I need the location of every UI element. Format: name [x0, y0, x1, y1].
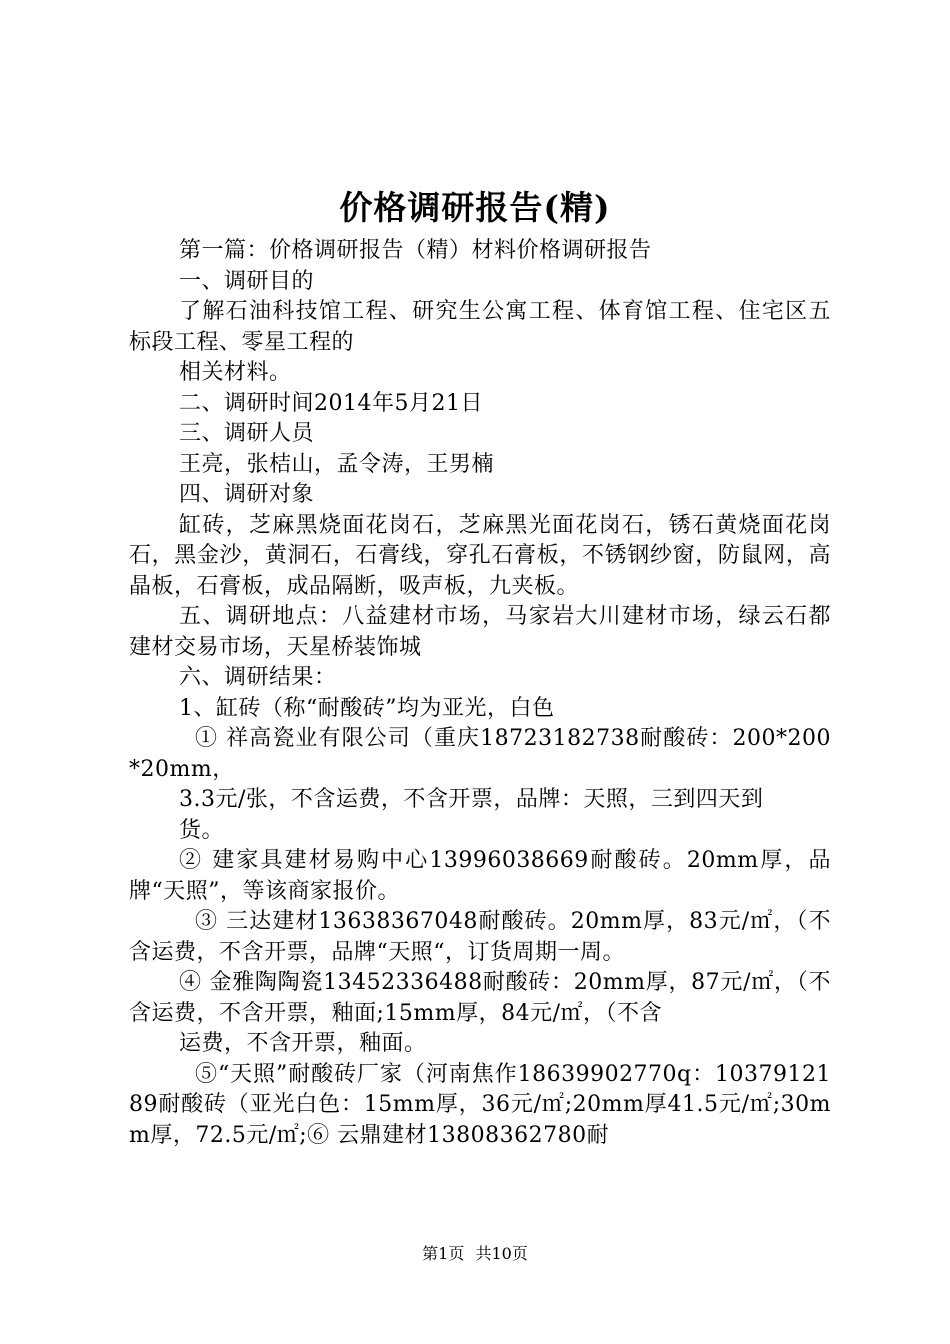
- paragraph-subtitle: 第一篇：价格调研报告（精）材料价格调研报告: [179, 238, 652, 263]
- paragraph-supplier-3: ③ 三达建材13638367048耐酸砖。20mm厚，83元/㎡，（不含运费，不含开票，品牌“天照“，订货周期一周。: [129, 909, 831, 965]
- paragraph-supplier-5: ⑤“天照”耐酸砖厂家（河南焦作18639902770q：1037912189耐酸砖（亚光白色：15mm厚，36元/㎡;20mm厚41.5元/㎡;30mm厚，72.5元/㎡;⑥ 云鼎建材13808362780耐: [129, 1061, 831, 1148]
- paragraph-supplier-4-cont: 运费，不含开票，釉面。: [179, 1031, 427, 1056]
- paragraph-supplier-2: ② 建家具建材易购中心13996038669耐酸砖。20mm厚，品牌“天照”，等该商家报价。: [129, 848, 831, 904]
- paragraph-section-5-location: 五、调研地点：八益建材市场，马家岩大川建材市场，绿云石都建材交易市场，天星桥装饰城: [129, 604, 831, 660]
- paragraph-section-4-heading: 四、调研对象: [179, 482, 315, 507]
- paragraph-personnel: 王亮，张桔山，孟令涛，王男楠: [179, 451, 495, 477]
- paragraph-purpose: 了解石油科技馆工程、研究生公寓工程、体育馆工程、住宅区五标段工程、零星工程的: [129, 299, 831, 355]
- page-number: 第1页: [422, 1244, 465, 1263]
- paragraph-section-2-time: 二、调研时间2014年5月21日: [179, 390, 483, 416]
- paragraph-supplier-1: ① 祥高瓷业有限公司（重庆18723182738耐酸砖：200*200*20mm，: [129, 726, 831, 782]
- page-total: 共10页: [475, 1244, 528, 1263]
- paragraph-supplier-1-cont: 3.3元/张，不含运费，不含开票，品牌：天照，三到四天到: [179, 787, 764, 812]
- page-footer: [0, 1243, 950, 1265]
- paragraph-result-1: 1、缸砖（称“耐酸砖”均为亚光，白色: [179, 695, 555, 721]
- paragraph-purpose-cont: 相关材料。: [179, 360, 292, 385]
- paragraph-supplier-1-end: 货。: [179, 817, 225, 843]
- paragraph-section-3-heading: 三、调研人员: [179, 421, 315, 446]
- paragraph-section-6-heading: 六、调研结果：: [179, 665, 337, 690]
- document-title: 价格调研报告(精): [339, 188, 611, 227]
- paragraph-objects: 缸砖，芝麻黑烧面花岗石，芝麻黑光面花岗石，锈石黄烧面花岗石，黑金沙，黄洞石，石膏线，穿孔石膏板，不锈钢纱窗，防鼠网，高晶板，石膏板，成品隔断，吸声板，九夹板。: [129, 512, 831, 599]
- document-body: [129, 236, 831, 1151]
- paragraph-section-1-heading: 一、调研目的: [179, 268, 315, 294]
- paragraph-supplier-4: ④ 金雅陶陶瓷13452336488耐酸砖：20mm厚，87元/㎡，（不含运费，不含开票，釉面;15mm厚，84元/㎡，（不含: [129, 970, 831, 1026]
